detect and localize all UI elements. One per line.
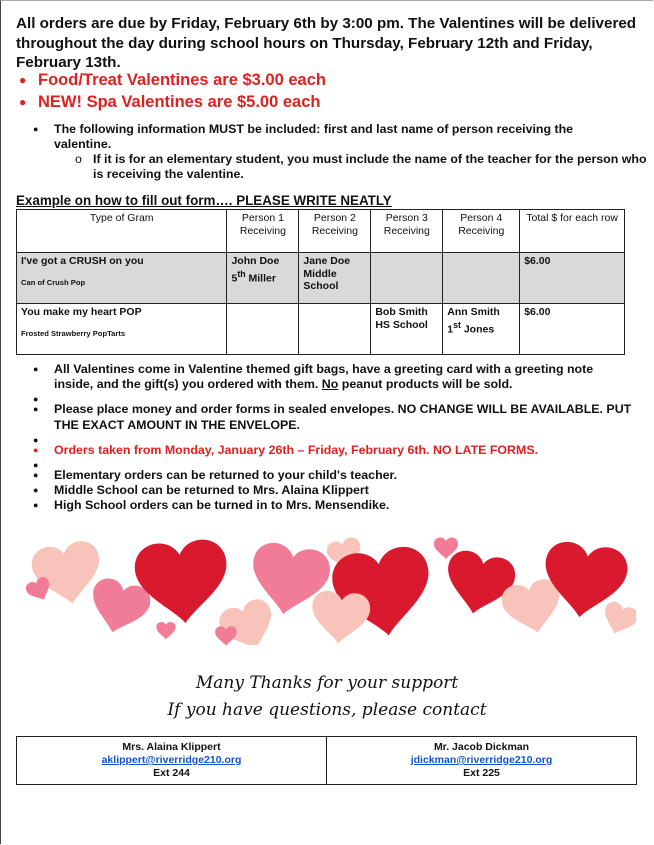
grade-number: 5 (231, 272, 238, 284)
cell-person-4 (443, 304, 520, 355)
price-item-food: ● Food/Treat Valentines are $3.00 each (16, 69, 326, 91)
person-name: Bob Smith (375, 306, 428, 318)
contact-row (17, 737, 637, 785)
heart-icon (156, 622, 175, 639)
grade-suffix: st (453, 319, 461, 330)
heart-icon (133, 538, 231, 627)
cell-person-3 (371, 253, 443, 304)
header-person-3: Person 3 Receiving (371, 210, 443, 253)
notes-list (33, 362, 633, 514)
contact-ext: Ext 244 (153, 767, 190, 779)
note-money: ● Please place money and order forms in sealed envelopes. NO CHANGE WILL BE AVAILABLE. PUT THE EXACT AMOUNT IN THE ENVELOPE. (33, 402, 633, 432)
cell-person-2: Jane Doe Middle School (299, 253, 371, 304)
contact-cell-dickman (327, 737, 637, 785)
note-text: peanut products will be sold. (338, 377, 513, 392)
person-name: Ann Smith (447, 306, 500, 318)
price-list (16, 69, 326, 113)
heart-icon (598, 599, 636, 639)
table-row (17, 253, 625, 304)
header-person-1: Person 1 Receiving (227, 210, 299, 253)
heart-icon (309, 590, 371, 645)
contact-table (16, 736, 637, 785)
example-heading: Example on how to fill out form…. PLEASE WRITE NEATLY (16, 193, 392, 208)
header-type: Type of Gram (17, 210, 227, 253)
header-person-2: Person 2 Receiving (299, 210, 371, 253)
cell-total: $6.00 (520, 253, 625, 304)
note-order-dates: ● Orders taken from Monday, January 26th – Friday, February 6th. NO LATE FORMS. (33, 443, 633, 458)
school-name: HS School (375, 318, 428, 331)
contact-line: If you have questions, please contact (167, 700, 487, 720)
grade-number: 1 (447, 323, 454, 335)
person-name: John Doe (231, 255, 280, 267)
info-list (33, 122, 633, 152)
cell-person-1 (227, 304, 299, 355)
note-return-elementary: ● Elementary orders can be returned to your child's teacher. (33, 468, 633, 483)
header-person-4: Person 4 Receiving (443, 210, 520, 253)
note-return-middle: ● Middle School can be returned to Mrs. Alaina Klippert (33, 483, 633, 498)
contact-name: Mr. Jacob Dickman (433, 741, 530, 753)
cell-person-4 (443, 253, 520, 304)
note-return-high: ● High School orders can be turned in to Mrs. Mensendike. (33, 498, 633, 513)
gram-item: Can of Crush Pop (21, 277, 86, 287)
cell-person-3 (371, 304, 443, 355)
example-table (16, 209, 625, 355)
cell-gram (17, 304, 227, 355)
contact-cell-klippert (17, 737, 327, 785)
contact-name: Mrs. Alaina Klippert (122, 741, 221, 753)
table-row (17, 304, 625, 355)
cell-total: $6.00 (520, 304, 625, 355)
gram-name: I've got a CRUSH on you (21, 255, 144, 267)
price-item-spa: ● NEW! Spa Valentines are $5.00 each (16, 91, 326, 113)
note-gift-bags (33, 362, 633, 392)
cell-person-2 (299, 304, 371, 355)
thanks-line: Many Thanks for your support (195, 673, 459, 693)
note-emphasis: No (321, 377, 339, 392)
header-total: Total $ for each row (520, 210, 625, 253)
spacer (33, 392, 633, 402)
info-required: ● The following information MUST be included: first and last name of person receiving the valentine. (33, 122, 633, 152)
spacer (33, 458, 633, 468)
table-header-row (17, 210, 625, 253)
note-text: All Valentines come in Valentine themed gift bags, have a greeting card with a greeting note inside, and the gift(s) you ordered with them. (54, 362, 594, 392)
cell-gram (17, 253, 227, 304)
contact-email-link[interactable]: jdickman@riverridge210.org (410, 754, 553, 766)
teacher-name: Jones (460, 323, 495, 335)
contact-ext: Ext 225 (463, 767, 500, 779)
grade-suffix: th (237, 268, 246, 279)
teacher-name: Miller (245, 272, 276, 284)
intro-paragraph: All orders are due by Friday, February 6th by 3:00 pm. The Valentines will be delivered throughout the day during school hours on Thursday, February 12th and Friday, February 13th. (16, 15, 637, 71)
gram-name: You make my heart POP (21, 306, 142, 318)
contact-email-link[interactable]: aklippert@riverridge210.org (101, 754, 242, 766)
hearts-banner (26, 525, 636, 645)
cell-person-1 (227, 253, 299, 304)
spacer (33, 433, 633, 443)
gram-item: Frosted Strawberry PopTarts (21, 328, 126, 338)
info-elementary-note: o If it is for an elementary student, you must include the name of the teacher for the person who is receiving the valentine. (75, 152, 653, 182)
